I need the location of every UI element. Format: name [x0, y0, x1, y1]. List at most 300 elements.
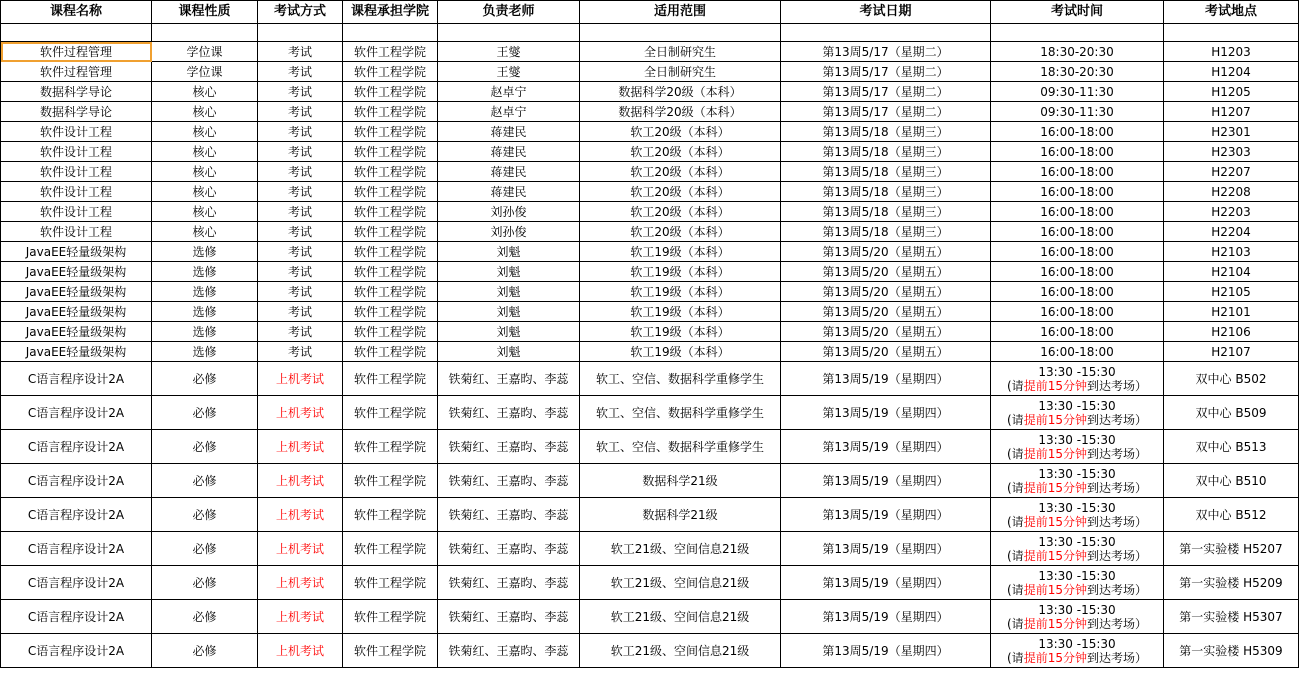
cell-exam-place[interactable]: H2204	[1164, 222, 1299, 242]
arrival-note	[991, 379, 1163, 393]
cell-exam-time[interactable]	[991, 600, 1164, 634]
cell-teacher[interactable]: 蒋建民	[438, 182, 580, 202]
cell-course-name[interactable]: JavaEE轻量级架构	[1, 282, 152, 302]
cell-scope[interactable]: 软工20级（本科）	[580, 162, 781, 182]
cell-teacher[interactable]: 铁菊红、王嘉昀、李蕊	[438, 464, 580, 498]
cell-exam-method[interactable]: 考试	[258, 42, 343, 62]
cell-course-name[interactable]: C语言程序设计2A	[1, 634, 152, 668]
cell-exam-place[interactable]: 双中心 B513	[1164, 430, 1299, 464]
note-prefix: (请	[1007, 412, 1024, 427]
cell-course-name[interactable]: 软件设计工程	[1, 182, 152, 202]
cell-course-name[interactable]: JavaEE轻量级架构	[1, 262, 152, 282]
cell-course-type[interactable]: 选修	[152, 282, 258, 302]
cell-exam-method[interactable]: 上机考试	[258, 430, 343, 464]
note-suffix: 到达考场）	[1086, 650, 1147, 665]
note-highlight: 提前15分钟	[1023, 650, 1087, 665]
arrival-note	[991, 549, 1163, 563]
cell-teacher[interactable]: 刘魁	[438, 322, 580, 342]
cell-teacher[interactable]: 蒋建民	[438, 122, 580, 142]
cell-course-type[interactable]: 必修	[152, 464, 258, 498]
cell-exam-method[interactable]: 考试	[258, 202, 343, 222]
cell-college[interactable]: 软件工程学院	[343, 430, 438, 464]
cell-scope[interactable]: 软工19级（本科）	[580, 282, 781, 302]
cell-scope[interactable]: 软工21级、空间信息21级	[580, 566, 781, 600]
cell-exam-date[interactable]: 第13周5/20（星期五）	[781, 322, 991, 342]
cell-course-type[interactable]: 核心	[152, 182, 258, 202]
note-suffix: 到达考场）	[1086, 548, 1147, 563]
cell-college[interactable]: 软件工程学院	[343, 102, 438, 122]
cell-scope[interactable]: 软工19级（本科）	[580, 242, 781, 262]
cell-course-type[interactable]: 核心	[152, 222, 258, 242]
cell-scope[interactable]: 数据科学20级（本科）	[580, 102, 781, 122]
cell-exam-time[interactable]	[991, 634, 1164, 668]
table-row	[1, 464, 1299, 498]
cell-course-type[interactable]: 必修	[152, 634, 258, 668]
cell-course-name[interactable]: JavaEE轻量级架构	[1, 322, 152, 342]
note-prefix: (请	[1007, 480, 1024, 495]
cell-exam-time[interactable]: 16:00-18:00	[991, 262, 1164, 282]
cell-exam-method[interactable]: 考试	[258, 122, 343, 142]
header-course-name[interactable]: 课程名称	[1, 1, 152, 24]
table-row	[1, 42, 1299, 62]
cell-course-type[interactable]: 选修	[152, 242, 258, 262]
cell-college[interactable]: 软件工程学院	[343, 498, 438, 532]
cell-exam-method[interactable]: 上机考试	[258, 498, 343, 532]
cell-college[interactable]: 软件工程学院	[343, 202, 438, 222]
cell-exam-date[interactable]: 第13周5/18（星期三）	[781, 222, 991, 242]
header-exam-place[interactable]: 考试地点	[1164, 1, 1299, 24]
cell-exam-place[interactable]: H2303	[1164, 142, 1299, 162]
cell-college[interactable]: 软件工程学院	[343, 222, 438, 242]
exam-time-text: 13:30 -15:30	[1038, 364, 1116, 379]
cell-course-name[interactable]: C语言程序设计2A	[1, 464, 152, 498]
arrival-note	[991, 583, 1163, 597]
cell-course-type[interactable]: 核心	[152, 162, 258, 182]
table-cell[interactable]	[343, 24, 438, 42]
cell-exam-place[interactable]: H2301	[1164, 122, 1299, 142]
cell-course-name[interactable]: C语言程序设计2A	[1, 362, 152, 396]
cell-exam-time[interactable]: 16:00-18:00	[991, 302, 1164, 322]
cell-course-name[interactable]: 软件设计工程	[1, 202, 152, 222]
cell-college[interactable]: 软件工程学院	[343, 162, 438, 182]
cell-exam-place[interactable]: H2101	[1164, 302, 1299, 322]
cell-teacher[interactable]: 铁菊红、王嘉昀、李蕊	[438, 362, 580, 396]
cell-scope[interactable]: 软工21级、空间信息21级	[580, 532, 781, 566]
cell-exam-date[interactable]: 第13周5/20（星期五）	[781, 242, 991, 262]
table-row	[1, 282, 1299, 302]
cell-teacher[interactable]: 赵卓宁	[438, 82, 580, 102]
cell-exam-date[interactable]: 第13周5/19（星期四）	[781, 634, 991, 668]
cell-course-type[interactable]: 核心	[152, 82, 258, 102]
table-cell[interactable]	[580, 24, 781, 42]
cell-exam-place[interactable]: 双中心 B512	[1164, 498, 1299, 532]
cell-college[interactable]: 软件工程学院	[343, 600, 438, 634]
cell-exam-date[interactable]: 第13周5/18（星期三）	[781, 142, 991, 162]
note-highlight: 提前15分钟	[1023, 480, 1087, 495]
cell-exam-method[interactable]: 上机考试	[258, 362, 343, 396]
cell-exam-date[interactable]: 第13周5/19（星期四）	[781, 464, 991, 498]
cell-exam-time[interactable]: 16:00-18:00	[991, 242, 1164, 262]
cell-exam-place[interactable]: 双中心 B509	[1164, 396, 1299, 430]
cell-college[interactable]: 软件工程学院	[343, 322, 438, 342]
cell-course-type[interactable]: 选修	[152, 322, 258, 342]
cell-exam-place[interactable]: H1207	[1164, 102, 1299, 122]
arrival-note	[991, 481, 1163, 495]
note-prefix: (请	[1007, 650, 1024, 665]
table-row	[1, 342, 1299, 362]
cell-exam-method[interactable]: 考试	[258, 182, 343, 202]
cell-course-type[interactable]: 必修	[152, 430, 258, 464]
cell-teacher[interactable]: 铁菊红、王嘉昀、李蕊	[438, 566, 580, 600]
cell-exam-method[interactable]: 考试	[258, 82, 343, 102]
cell-college[interactable]: 软件工程学院	[343, 282, 438, 302]
table-row	[1, 102, 1299, 122]
cell-exam-place[interactable]: H2203	[1164, 202, 1299, 222]
cell-exam-time[interactable]	[991, 532, 1164, 566]
table-row	[1, 430, 1299, 464]
cell-exam-method[interactable]: 考试	[258, 142, 343, 162]
cell-exam-date[interactable]: 第13周5/17（星期二）	[781, 62, 991, 82]
cell-exam-place[interactable]: H2106	[1164, 322, 1299, 342]
cell-scope[interactable]: 软工、空信、数据科学重修学生	[580, 362, 781, 396]
arrival-note	[991, 515, 1163, 529]
cell-course-type[interactable]: 必修	[152, 362, 258, 396]
cell-exam-place[interactable]: H2105	[1164, 282, 1299, 302]
cell-exam-time[interactable]: 16:00-18:00	[991, 222, 1164, 242]
cell-exam-date[interactable]: 第13周5/18（星期三）	[781, 122, 991, 142]
cell-teacher[interactable]: 蒋建民	[438, 142, 580, 162]
cell-exam-date[interactable]: 第13周5/20（星期五）	[781, 262, 991, 282]
table-cell[interactable]	[258, 24, 343, 42]
cell-exam-time[interactable]	[991, 362, 1164, 396]
cell-exam-place[interactable]: H2207	[1164, 162, 1299, 182]
header-course-type[interactable]: 课程性质	[152, 1, 258, 24]
cell-course-type[interactable]: 选修	[152, 302, 258, 322]
cell-exam-time[interactable]: 16:00-18:00	[991, 182, 1164, 202]
cell-course-type[interactable]: 必修	[152, 498, 258, 532]
cell-exam-place[interactable]: H2208	[1164, 182, 1299, 202]
cell-teacher[interactable]: 铁菊红、王嘉昀、李蕊	[438, 430, 580, 464]
cell-course-name[interactable]: 软件设计工程	[1, 162, 152, 182]
cell-course-name[interactable]: C语言程序设计2A	[1, 532, 152, 566]
table-cell[interactable]	[438, 24, 580, 42]
cell-course-type[interactable]: 核心	[152, 102, 258, 122]
cell-college[interactable]: 软件工程学院	[343, 302, 438, 322]
table-row	[1, 62, 1299, 82]
header-scope[interactable]: 适用范围	[580, 1, 781, 24]
exam-time-text: 13:30 -15:30	[1038, 636, 1116, 651]
cell-exam-date[interactable]: 第13周5/19（星期四）	[781, 532, 991, 566]
cell-scope[interactable]: 软工20级（本科）	[580, 222, 781, 242]
cell-scope[interactable]: 全日制研究生	[580, 62, 781, 82]
cell-course-type[interactable]: 必修	[152, 566, 258, 600]
cell-exam-time[interactable]: 16:00-18:00	[991, 142, 1164, 162]
note-highlight: 提前15分钟	[1023, 514, 1087, 529]
table-cell[interactable]	[991, 24, 1164, 42]
cell-course-name[interactable]: 软件设计工程	[1, 222, 152, 242]
cell-course-name[interactable]: JavaEE轻量级架构	[1, 242, 152, 262]
note-highlight: 提前15分钟	[1023, 582, 1087, 597]
cell-teacher[interactable]: 刘魁	[438, 302, 580, 322]
cell-exam-time[interactable]	[991, 498, 1164, 532]
cell-exam-time[interactable]: 09:30-11:30	[991, 82, 1164, 102]
cell-exam-method[interactable]: 上机考试	[258, 464, 343, 498]
cell-college[interactable]: 软件工程学院	[343, 62, 438, 82]
cell-college[interactable]: 软件工程学院	[343, 182, 438, 202]
cell-course-type[interactable]: 学位课	[152, 42, 258, 62]
cell-scope[interactable]: 软工、空信、数据科学重修学生	[580, 396, 781, 430]
cell-exam-time[interactable]: 16:00-18:00	[991, 342, 1164, 362]
cell-exam-method[interactable]: 考试	[258, 262, 343, 282]
cell-exam-method[interactable]: 上机考试	[258, 396, 343, 430]
cell-course-name[interactable]: JavaEE轻量级架构	[1, 342, 152, 362]
cell-scope[interactable]: 软工19级（本科）	[580, 322, 781, 342]
cell-exam-date[interactable]: 第13周5/17（星期二）	[781, 82, 991, 102]
cell-scope[interactable]: 软工、空信、数据科学重修学生	[580, 430, 781, 464]
table-row	[1, 302, 1299, 322]
cell-course-name[interactable]: 软件过程管理	[1, 62, 152, 82]
cell-course-name[interactable]: 数据科学导论	[1, 102, 152, 122]
cell-scope[interactable]: 全日制研究生	[580, 42, 781, 62]
cell-college[interactable]: 软件工程学院	[343, 242, 438, 262]
cell-course-name[interactable]: 软件过程管理	[1, 42, 152, 62]
cell-teacher[interactable]: 铁菊红、王嘉昀、李蕊	[438, 600, 580, 634]
cell-teacher[interactable]: 王燮	[438, 62, 580, 82]
table-row	[1, 202, 1299, 222]
table-cell[interactable]	[152, 24, 258, 42]
cell-college[interactable]: 软件工程学院	[343, 634, 438, 668]
note-suffix: 到达考场）	[1086, 514, 1147, 529]
cell-course-type[interactable]: 核心	[152, 202, 258, 222]
cell-teacher[interactable]: 铁菊红、王嘉昀、李蕊	[438, 532, 580, 566]
cell-college[interactable]: 软件工程学院	[343, 464, 438, 498]
table-row	[1, 142, 1299, 162]
cell-teacher[interactable]: 王燮	[438, 42, 580, 62]
note-suffix: 到达考场）	[1086, 412, 1147, 427]
cell-exam-date[interactable]: 第13周5/19（星期四）	[781, 566, 991, 600]
cell-exam-date[interactable]: 第13周5/17（星期二）	[781, 102, 991, 122]
cell-course-type[interactable]: 核心	[152, 142, 258, 162]
cell-college[interactable]: 软件工程学院	[343, 82, 438, 102]
cell-exam-place[interactable]: H1205	[1164, 82, 1299, 102]
cell-exam-method[interactable]: 考试	[258, 282, 343, 302]
cell-scope[interactable]: 数据科学20级（本科）	[580, 82, 781, 102]
cell-exam-time[interactable]: 16:00-18:00	[991, 162, 1164, 182]
cell-exam-method[interactable]: 上机考试	[258, 532, 343, 566]
table-row	[1, 600, 1299, 634]
cell-teacher[interactable]: 铁菊红、王嘉昀、李蕊	[438, 396, 580, 430]
cell-scope[interactable]: 软工19级（本科）	[580, 342, 781, 362]
cell-scope[interactable]: 软工19级（本科）	[580, 302, 781, 322]
cell-scope[interactable]: 数据科学21级	[580, 498, 781, 532]
note-highlight: 提前15分钟	[1023, 412, 1087, 427]
cell-college[interactable]: 软件工程学院	[343, 342, 438, 362]
cell-exam-time[interactable]	[991, 566, 1164, 600]
cell-exam-place[interactable]: H1203	[1164, 42, 1299, 62]
cell-course-name[interactable]: JavaEE轻量级架构	[1, 302, 152, 322]
cell-exam-place[interactable]: H2104	[1164, 262, 1299, 282]
cell-teacher[interactable]: 刘孙俊	[438, 202, 580, 222]
cell-exam-time[interactable]: 09:30-11:30	[991, 102, 1164, 122]
cell-course-name[interactable]: 软件设计工程	[1, 122, 152, 142]
cell-exam-date[interactable]: 第13周5/20（星期五）	[781, 282, 991, 302]
cell-exam-date[interactable]: 第13周5/17（星期二）	[781, 42, 991, 62]
note-prefix: (请	[1007, 582, 1024, 597]
cell-college[interactable]: 软件工程学院	[343, 566, 438, 600]
exam-time-text: 13:30 -15:30	[1038, 568, 1116, 583]
note-suffix: 到达考场）	[1086, 582, 1147, 597]
cell-exam-method[interactable]: 考试	[258, 322, 343, 342]
cell-exam-date[interactable]: 第13周5/19（星期四）	[781, 396, 991, 430]
cell-exam-time[interactable]: 16:00-18:00	[991, 322, 1164, 342]
cell-exam-date[interactable]: 第13周5/18（星期三）	[781, 162, 991, 182]
cell-exam-place[interactable]: 双中心 B502	[1164, 362, 1299, 396]
arrival-note	[991, 651, 1163, 665]
cell-scope[interactable]: 数据科学21级	[580, 464, 781, 498]
cell-exam-date[interactable]: 第13周5/18（星期三）	[781, 182, 991, 202]
cell-exam-method[interactable]: 上机考试	[258, 600, 343, 634]
cell-exam-date[interactable]: 第13周5/19（星期四）	[781, 600, 991, 634]
cell-exam-method[interactable]: 考试	[258, 162, 343, 182]
table-row	[1, 566, 1299, 600]
table-row	[1, 242, 1299, 262]
cell-exam-method[interactable]: 考试	[258, 222, 343, 242]
table-row	[1, 396, 1299, 430]
cell-course-type[interactable]: 学位课	[152, 62, 258, 82]
note-suffix: 到达考场）	[1086, 446, 1147, 461]
note-highlight: 提前15分钟	[1023, 378, 1087, 393]
cell-exam-date[interactable]: 第13周5/18（星期三）	[781, 202, 991, 222]
cell-scope[interactable]: 软工21级、空间信息21级	[580, 600, 781, 634]
cell-exam-date[interactable]: 第13周5/19（星期四）	[781, 498, 991, 532]
cell-scope[interactable]: 软工20级（本科）	[580, 202, 781, 222]
cell-course-type[interactable]: 选修	[152, 342, 258, 362]
header-exam-time[interactable]: 考试时间	[991, 1, 1164, 24]
cell-scope[interactable]: 软工20级（本科）	[580, 182, 781, 202]
cell-course-type[interactable]: 选修	[152, 262, 258, 282]
cell-scope[interactable]: 软工21级、空间信息21级	[580, 634, 781, 668]
exam-time-text: 13:30 -15:30	[1038, 500, 1116, 515]
cell-exam-place[interactable]: H1204	[1164, 62, 1299, 82]
cell-exam-time[interactable]	[991, 430, 1164, 464]
cell-teacher[interactable]: 刘魁	[438, 242, 580, 262]
cell-exam-time[interactable]: 16:00-18:00	[991, 122, 1164, 142]
cell-college[interactable]: 软件工程学院	[343, 362, 438, 396]
cell-exam-method[interactable]: 考试	[258, 342, 343, 362]
cell-course-name[interactable]: C语言程序设计2A	[1, 498, 152, 532]
note-prefix: (请	[1007, 514, 1024, 529]
cell-exam-place[interactable]: H2107	[1164, 342, 1299, 362]
cell-exam-date[interactable]: 第13周5/19（星期四）	[781, 362, 991, 396]
note-highlight: 提前15分钟	[1023, 446, 1087, 461]
cell-college[interactable]: 软件工程学院	[343, 262, 438, 282]
cell-college[interactable]: 软件工程学院	[343, 122, 438, 142]
cell-exam-place[interactable]: 第一实验楼 H5207	[1164, 532, 1299, 566]
cell-exam-place[interactable]: 双中心 B510	[1164, 464, 1299, 498]
cell-teacher[interactable]: 刘魁	[438, 282, 580, 302]
cell-scope[interactable]: 软工20级（本科）	[580, 122, 781, 142]
header-exam-method[interactable]: 考试方式	[258, 1, 343, 24]
cell-teacher[interactable]: 刘魁	[438, 262, 580, 282]
note-prefix: (请	[1007, 446, 1024, 461]
cell-course-type[interactable]: 必修	[152, 396, 258, 430]
note-prefix: (请	[1007, 548, 1024, 563]
table-cell[interactable]	[781, 24, 991, 42]
header-row	[1, 1, 1299, 24]
table-row	[1, 222, 1299, 242]
cell-teacher[interactable]: 赵卓宁	[438, 102, 580, 122]
cell-teacher[interactable]: 刘孙俊	[438, 222, 580, 242]
cell-course-type[interactable]: 核心	[152, 122, 258, 142]
note-prefix: (请	[1007, 378, 1024, 393]
table-row	[1, 322, 1299, 342]
cell-course-name[interactable]: C语言程序设计2A	[1, 600, 152, 634]
cell-course-type[interactable]: 必修	[152, 600, 258, 634]
cell-scope[interactable]: 软工19级（本科）	[580, 262, 781, 282]
cell-exam-method[interactable]: 考试	[258, 62, 343, 82]
cell-course-name[interactable]: C语言程序设计2A	[1, 430, 152, 464]
blank-row	[1, 24, 1299, 42]
cell-scope[interactable]: 软工20级（本科）	[580, 142, 781, 162]
note-suffix: 到达考场）	[1086, 378, 1147, 393]
note-highlight: 提前15分钟	[1023, 548, 1087, 563]
cell-exam-time[interactable]: 16:00-18:00	[991, 202, 1164, 222]
cell-exam-place[interactable]: H2103	[1164, 242, 1299, 262]
header-college[interactable]: 课程承担学院	[343, 1, 438, 24]
header-exam-date[interactable]: 考试日期	[781, 1, 991, 24]
cell-teacher[interactable]: 铁菊红、王嘉昀、李蕊	[438, 498, 580, 532]
cell-college[interactable]: 软件工程学院	[343, 396, 438, 430]
cell-exam-time[interactable]: 18:30-20:30	[991, 42, 1164, 62]
cell-course-name[interactable]: 数据科学导论	[1, 82, 152, 102]
table-cell[interactable]	[1, 24, 152, 42]
cell-teacher[interactable]: 铁菊红、王嘉昀、李蕊	[438, 634, 580, 668]
cell-course-name[interactable]: C语言程序设计2A	[1, 566, 152, 600]
cell-college[interactable]: 软件工程学院	[343, 532, 438, 566]
cell-exam-method[interactable]: 考试	[258, 242, 343, 262]
cell-exam-method[interactable]: 考试	[258, 102, 343, 122]
cell-exam-date[interactable]: 第13周5/20（星期五）	[781, 342, 991, 362]
cell-exam-place[interactable]: 第一实验楼 H5307	[1164, 600, 1299, 634]
cell-exam-time[interactable]	[991, 464, 1164, 498]
cell-course-type[interactable]: 必修	[152, 532, 258, 566]
cell-course-name[interactable]: C语言程序设计2A	[1, 396, 152, 430]
cell-exam-time[interactable]: 16:00-18:00	[991, 282, 1164, 302]
table-cell[interactable]	[1164, 24, 1299, 42]
cell-exam-method[interactable]: 上机考试	[258, 566, 343, 600]
table-row	[1, 162, 1299, 182]
cell-exam-place[interactable]: 第一实验楼 H5309	[1164, 634, 1299, 668]
arrival-note	[991, 617, 1163, 631]
header-teacher[interactable]: 负责老师	[438, 1, 580, 24]
cell-college[interactable]: 软件工程学院	[343, 42, 438, 62]
cell-exam-time[interactable]	[991, 396, 1164, 430]
cell-course-name[interactable]: 软件设计工程	[1, 142, 152, 162]
cell-exam-time[interactable]: 18:30-20:30	[991, 62, 1164, 82]
cell-exam-method[interactable]: 上机考试	[258, 634, 343, 668]
exam-time-text: 13:30 -15:30	[1038, 534, 1116, 549]
cell-teacher[interactable]: 刘魁	[438, 342, 580, 362]
cell-teacher[interactable]: 蒋建民	[438, 162, 580, 182]
cell-exam-place[interactable]: 第一实验楼 H5209	[1164, 566, 1299, 600]
cell-college[interactable]: 软件工程学院	[343, 142, 438, 162]
table-row	[1, 182, 1299, 202]
cell-exam-date[interactable]: 第13周5/19（星期四）	[781, 430, 991, 464]
cell-exam-method[interactable]: 考试	[258, 302, 343, 322]
cell-exam-date[interactable]: 第13周5/20（星期五）	[781, 302, 991, 322]
exam-time-text: 13:30 -15:30	[1038, 432, 1116, 447]
arrival-note	[991, 447, 1163, 461]
